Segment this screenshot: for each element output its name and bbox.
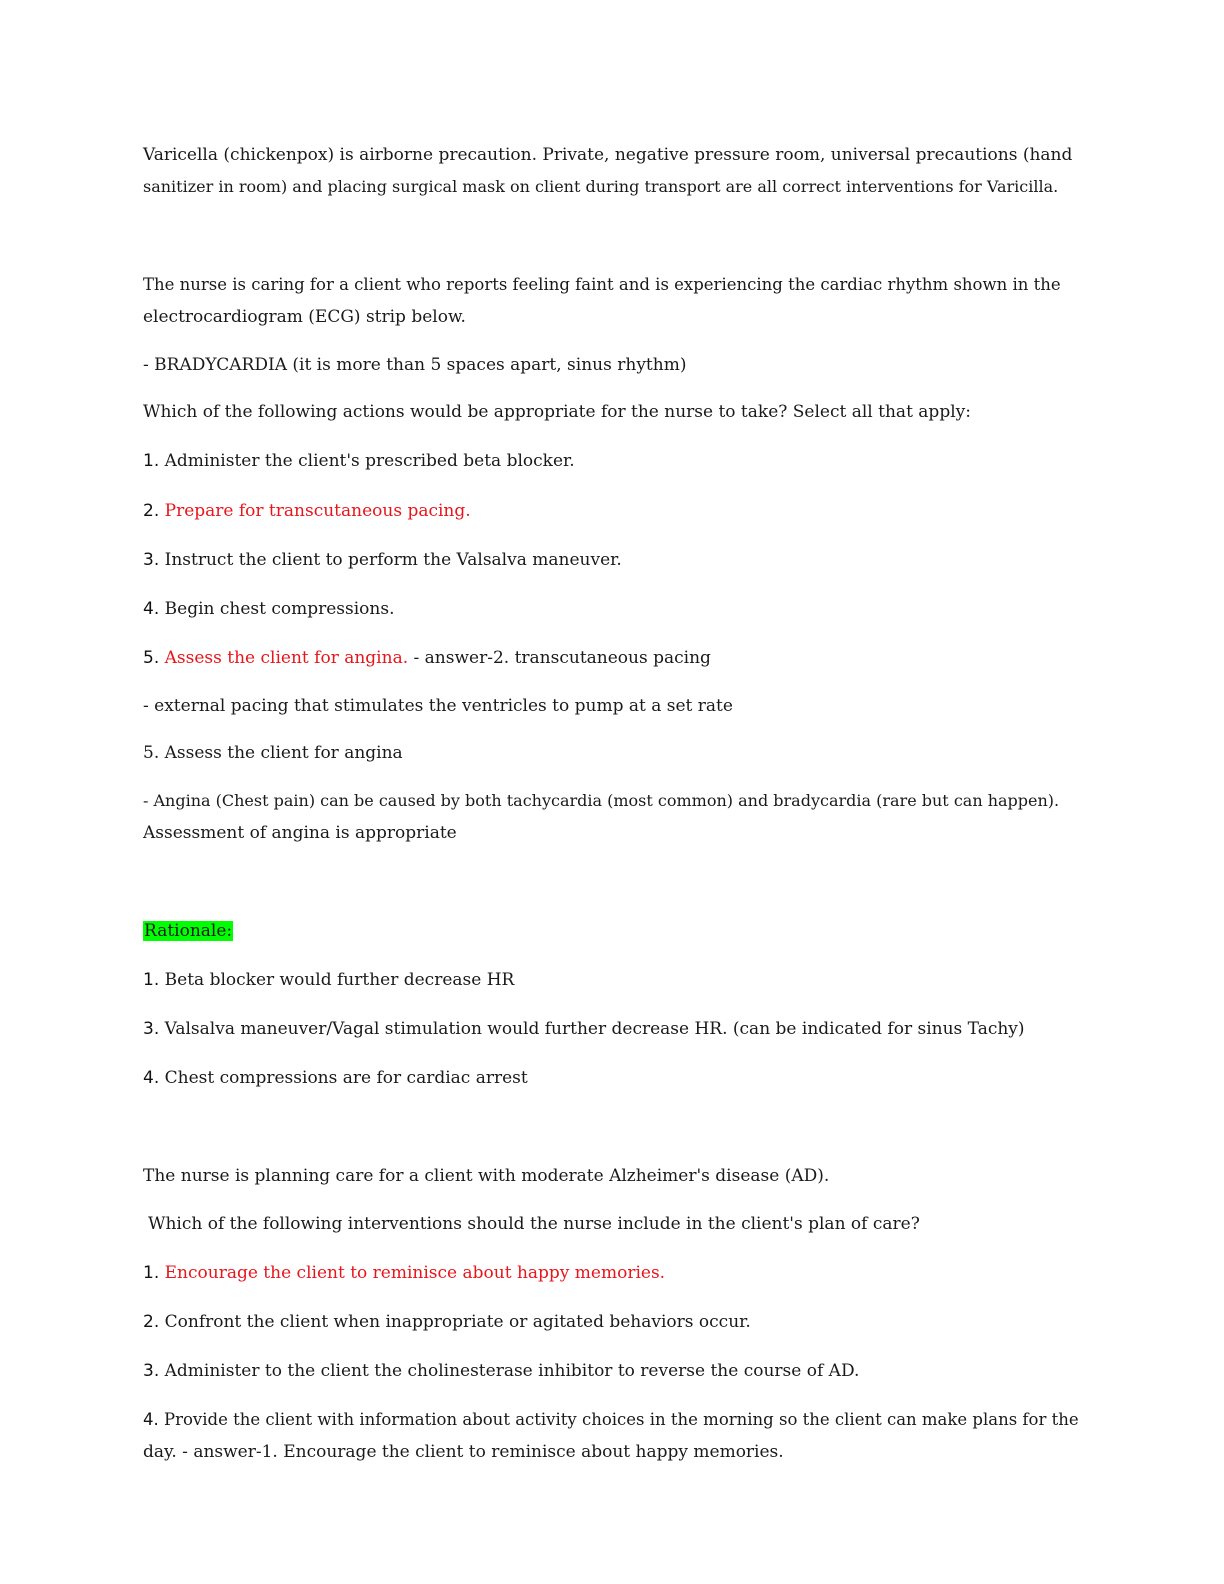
ad-option-1 [143, 1257, 1083, 1289]
rationale-item-1 [143, 964, 1083, 996]
ecg-option-4 [143, 593, 1083, 625]
correct-option-text: Assess the client for angina. [164, 648, 409, 668]
rationale-text: Beta blocker would further decrease HR [164, 970, 515, 990]
option-number: 3. [143, 1361, 160, 1381]
ecg-option-5 [143, 642, 1083, 674]
rationale-number: 3. [143, 1019, 160, 1039]
ad-option-3 [143, 1355, 1083, 1387]
option-number: 1. [143, 1263, 160, 1283]
option-text: Administer to the client the cholinesterase inhibitor to reverse the course of AD. [164, 1361, 860, 1381]
ecg-option-1 [143, 445, 1083, 477]
rationale-number: 1. [143, 970, 160, 990]
ad-question-prompt: Which of the following interventions should the nurse include in the client's plan of care? [148, 1214, 920, 1234]
ecg-explanation-angina-line-1: - Angina (Chest pain) can be caused by both tachycardia (most common) and bradycardia (rare but can happen). [143, 791, 1060, 810]
rationale-heading-line [143, 915, 1083, 947]
ecg-option-3 [143, 544, 1083, 576]
ecg-question-stem-line-1: The nurse is caring for a client who reports feeling faint and is experiencing the cardiac rhythm shown in the [143, 275, 1061, 294]
ad-option-4-continued: day. - answer-1. Encourage the client to reminisce about happy memories. [143, 1442, 784, 1462]
varicella-text-line-2: sanitizer in room) and placing surgical mask on client during transport are all correct interventions for Varicilla. [143, 177, 1059, 196]
option-text: Provide the client with information about activity choices in the morning so the client can make plans for the [164, 1410, 1079, 1429]
ecg-question-prompt: Which of the following actions would be appropriate for the nurse to take? Select all that apply: [143, 402, 971, 422]
option-number: 2. [143, 1312, 160, 1332]
option-number: 3. [143, 550, 160, 570]
option-text: Confront the client when inappropriate or agitated behaviors occur. [164, 1312, 751, 1332]
rationale-text: Chest compressions are for cardiac arrest [164, 1068, 528, 1088]
ecg-explanation-pacing: - external pacing that stimulates the ventricles to pump at a set rate [143, 696, 733, 716]
ecg-option-2 [143, 495, 1083, 527]
option-number: 2. [143, 501, 160, 521]
answer-key: - answer-2. transcutaneous pacing [408, 648, 711, 668]
option-number: 4. [143, 599, 160, 619]
ecg-bradycardia-note: - BRADYCARDIA (it is more than 5 spaces apart, sinus rhythm) [143, 355, 687, 375]
ecg-explanation-angina-line-2: Assessment of angina is appropriate [143, 823, 457, 843]
rationale-item-4 [143, 1062, 1083, 1094]
ecg-explanation-angina-heading: 5. Assess the client for angina [143, 743, 403, 763]
option-number: 4. [143, 1410, 159, 1429]
option-text: Instruct the client to perform the Valsalva maneuver. [164, 550, 622, 570]
ad-question-stem: The nurse is planning care for a client with moderate Alzheimer's disease (AD). [143, 1166, 830, 1186]
rationale-heading: Rationale: [144, 921, 233, 941]
option-number: 5. [143, 648, 160, 668]
correct-option-text: Prepare for transcutaneous pacing. [164, 501, 471, 521]
option-text: Administer the client's prescribed beta blocker. [164, 451, 575, 471]
rationale-item-3 [143, 1013, 1083, 1045]
ecg-question-stem-line-2: electrocardiogram (ECG) strip below. [143, 307, 466, 327]
rationale-number: 4. [143, 1068, 160, 1088]
varicella-text-line-1: Varicella (chickenpox) is airborne precaution. Private, negative pressure room, universal precautions (hand [143, 145, 1073, 165]
ad-option-4 [143, 1404, 1083, 1436]
ad-option-2 [143, 1306, 1083, 1338]
correct-option-text: Encourage the client to reminisce about happy memories. [164, 1263, 666, 1283]
option-number: 1. [143, 451, 160, 471]
rationale-text: Valsalva maneuver/Vagal stimulation would further decrease HR. (can be indicated for sinus Tachy) [164, 1019, 1025, 1039]
option-text: Begin chest compressions. [164, 599, 395, 619]
